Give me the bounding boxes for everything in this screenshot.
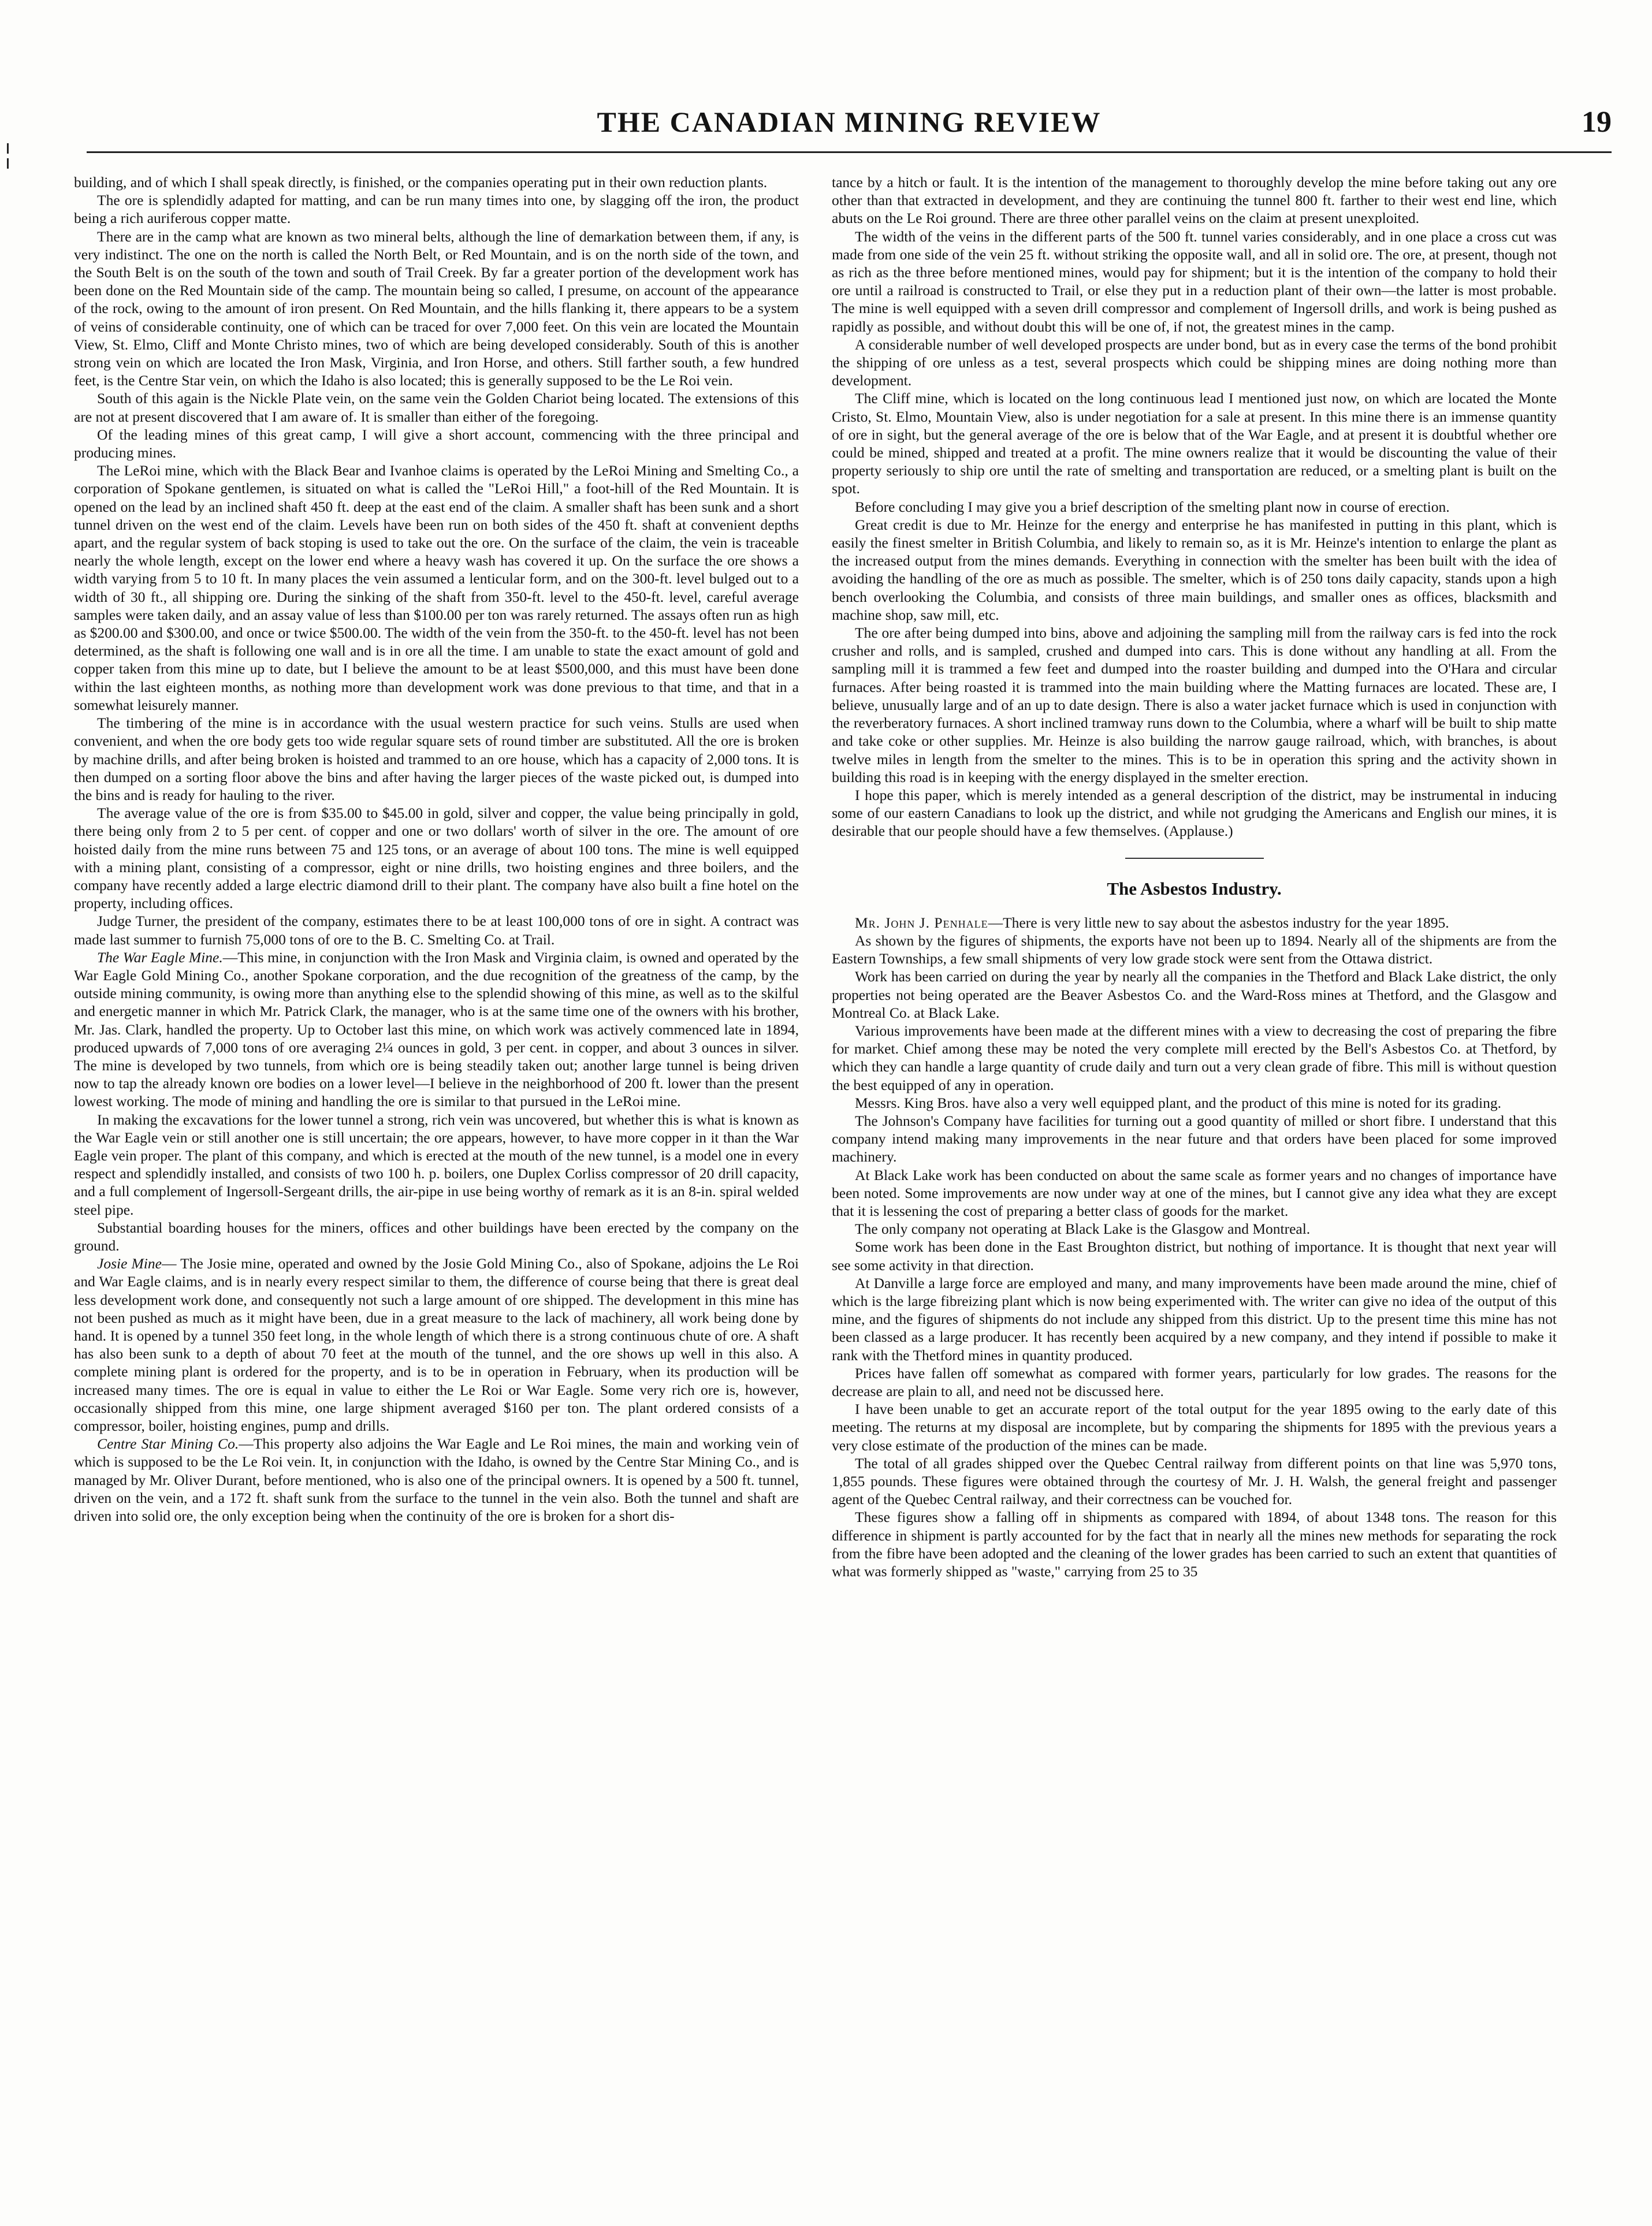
paragraph: Substantial boarding houses for the miners, offices and other buildings have been erected by the company on the ground. [74,1219,799,1254]
paragraph: Work has been carried on during the year by nearly all the companies in the Thetford and Black Lake district, the only properties not being operated are the Beaver Asbestos Co. and the Ward-Ross mines at Thetford, and the Glasgow and Montreal Co. at Black Lake. [832,968,1557,1021]
paragraph: The ore after being dumped into bins, above and adjoining the sampling mill from the railway cars is fed into the rock crusher and rolls, and is sampled, crushed and dumped into cars. This is done without any handling at all. From the sampling mill it is trammed a few feet and dumped into the roaster building and dumped into the O'Hara and circular furnaces. After being roasted it is trammed into the main building where the Matting furnaces are located. These are, I believe, unusually large and of an up to date design. There is also a water jacket furnace which is used in conjunction with the reverberatory furnaces. A short inclined tramway runs down to the Columbia, where a wharf will be built to ship matte and take coke or other supplies. Mr. Heinze is also building the narrow gauge railroad, which, with branches, is about twelve miles in length from the smelter to the mines. This is to be in operation this spring and the activity shown in building this road is in keeping with the energy displayed in the smelter erection. [832,624,1557,786]
paragraph: These figures show a falling off in shipments as compared with 1894, of about 1348 tons. The reason for this difference in shipment is partly accounted for by the fact that in nearly all the mines new methods for separating the rock from the fibre have been adopted and the cleaning of the lower grades has been carried to such an extent that quantities of what was formerly shipped as "waste," carrying from 25 to 35 [832,1509,1557,1580]
paragraph: The Johnson's Company have facilities for turning out a good quantity of milled or short fibre. I understand that this company intend making many improvements in the near future and that orders have been placed for some improved machinery. [832,1112,1557,1166]
paragraph: Judge Turner, the president of the company, estimates there to be at least 100,000 tons of ore in sight. A contract was made last summer to furnish 75,000 tons of ore to the B. C. Smelting Co. at Trail. [74,913,799,948]
paragraph [74,948,799,1111]
paragraph: At Danville a large force are employed and many, and many improvements have been made around the mine, chief of which is the large fibreizing plant which is now being experimented with. The writer can give no idea of the output of this mine, and the figures of shipments do not include any shipped from this district. Up to the present time this mine has not been classed as a large producer. It has recently been acquired by a new company, and they intend if possible to make it rank with the Thetford mines in quantity produced. [832,1274,1557,1364]
scan-margin-marks [3,139,12,185]
paragraph: Prices have fallen off somewhat as compared with former years, particularly for low grades. The reasons for the decrease are plain to all, and need not be discussed here. [832,1364,1557,1399]
margin-mark [7,158,9,169]
paragraph: A considerable number of well developed prospects are under bond, but as in every case the terms of the bond prohibit the shipping of ore unless as a test, several prospects which could be shipping mines are doing nothing more than development. [832,336,1557,389]
paragraph: The only company not operating at Black Lake is the Glasgow and Montreal. [855,1220,1311,1238]
paragraph: Before concluding I may give you a brief description of the smelting plant now in course of erection. [855,498,1450,515]
paragraph [74,1255,799,1435]
paragraph: I hope this paper, which is merely intended as a general description of the district, may be instrumental in inducing some of our eastern Canadians to look up the district, and while not grudging the Americans and English our mines, it is desirable that our people should have a few themselves. (Applause.) [832,786,1557,840]
speaker-name: Mr. John J. Penhale [855,914,988,931]
paragraph-body: —This property also adjoins the War Eagle and Le Roi mines, the main and working vein of which is supposed to be the Le Roi vein. It, in conjunction with the Idaho, is owned by the Centre Star Mining Co., and is managed by Mr. Oliver Durant, before mentioned, who is also one of the principal owners. It is opened by a 500 ft. tunnel, driven on the vein, and a 172 ft. shaft sunk from the surface to the tunnel in the vein also. Both the tunnel and shaft are driven into solid ore, the only exception being when the continuity of the ore is broken for a short dis- [74,1435,799,1525]
subsection-title: The War Eagle Mine. [97,948,223,966]
paragraph: South of this again is the Nickle Plate vein, on the same vein the Golden Chariot being located. The extensions of this are not at present discovered that I am aware of. It is smaller than either of the foregoing. [74,390,799,425]
paragraph: The timbering of the mine is in accordance with the usual western practice for such veins. Stulls are used when convenient, and when the ore body gets too wide regular square sets of round timber are substituted. All the ore is broken by machine drills, and after being broken is hoisted and trammed to an ore house, which has a capacity of 2,000 tons. It is then dumped on a sorting floor above the bins and after having the larger pieces of the waste picked out, is dumped into the bins and is ready for hauling to the river. [74,714,799,803]
paragraph: Various improvements have been made at the different mines with a view to decreasing the cost of preparing the fibre for market. Chief among these may be noted the very complete mill erected by the Bell's Asbestos Co. at Thetford, by which they can handle a large quantity of crude daily and turn out a very clean grade of fibre. This mill is without question the best equipped of any in operation. [832,1022,1557,1093]
paragraph: In making the excavations for the lower tunnel a strong, rich vein was uncovered, but whether this is what is known as the War Eagle vein or still another one is still uncertain; the ore appears, however, to have more copper in it than the War Eagle vein proper. The plant of this company, and which is erected at the mouth of the new tunnel, is a model one in every respect and splendidly installed, and consists of two 100 h. p. boilers, one Duplex Corliss compressor of 20 drill capacity, and a full complement of Ingersoll-Sergeant drills, the air-pipe in use being worthy of remark as it is an 8-in. spiral welded steel pipe. [74,1111,799,1218]
paragraph: Some work has been done in the East Broughton district, but nothing of importance. It is thought that next year will see some activity in that direction. [832,1238,1557,1274]
paragraph [74,1435,799,1525]
paragraph: The total of all grades shipped over the Quebec Central railway from different points on that line was 5,970 tons, 1,855 pounds. These figures were obtained through the courtesy of Mr. J. H. Walsh, the general freight and passenger agent of the Quebec Central railway, and their correctness can be vouched for. [832,1454,1557,1508]
subsection-title: Josie Mine [97,1255,162,1272]
paragraph: Of the leading mines of this great camp, I will give a short account, commencing with the three principal and producing mines. [74,426,799,461]
paragraph: There are in the camp what are known as two mineral belts, although the line of demarkation between them, if any, is very indistinct. The one on the north is called the North Belt, or Red Mountain, and is on the north side of the town, and the South Belt is on the south of the town and south of Trail Creek. By far a greater portion of the development work has been done on the Red Mountain side of the camp. The mountain being so called, I presume, on account of the appearance of the rock, owing to the amount of iron present. On Red Mountain, and the hills flanking it, there appears to be a system of veins of considerable continuity, one of which can be traced for over 7,000 feet. On this vein are located the Mountain View, St. Elmo, Cliff and Monte Christo mines, two of which are being developed considerably. South of this is another strong vein on which are located the Iron Mask, Virginia, and Iron Horse, and others. Still farther south, a few hundred feet, is the Centre Star vein, on which the Idaho is also located; this is generally supposed to be the Le Roi vein. [74,228,799,389]
paragraph: The Cliff mine, which is located on the long continuous lead I mentioned just now, on which are located the Monte Cristo, St. Elmo, Mountain View, also is under negotiation for a sale at present. In this mine there is an immense quantity of ore in sight, but the general average of the ore is below that of the War Eagle, and at present it is doubtful whether ore could be mined, shipped and treated at a profit. The mine owners realize that it would be discounting the value of their property seriously to ship ore until the rate of smelting and transportation are reduced, or a smelting plant is built on the spot. [832,390,1557,497]
section-divider [1125,858,1264,859]
paragraph: At Black Lake work has been conducted on about the same scale as former years and no changes of importance have been noted. Some improvements are now under way at one of the mines, but I cannot give any idea what they are except that it is lessening the cost of preparing a better class of goods for the market. [832,1166,1557,1219]
margin-mark [7,143,9,154]
paragraph: Great credit is due to Mr. Heinze for the energy and enterprise he has manifested in putting in this plant, which is easily the finest smelter in British Columbia, and likely to remain so, as it is Mr. Heinze's intention to enlarge the plant as the increased output from the mines demands. Everything in connection with the smelter has been built with the idea of avoiding the handling of the ore as much as possible. The smelter, which is of 250 tons daily capacity, stands upon a high bench overlooking the Columbia, and consists of three main buildings, and smaller ones as offices, blacksmith and machine shop, saw mill, etc. [832,516,1557,623]
paragraph: The ore is splendidly adapted for matting, and can be run many times into one, by slagging off the iron, the product being a rich auriferous copper matte. [74,192,799,227]
paragraph: Messrs. King Bros. have also a very well equipped plant, and the product of this mine is noted for its grading. [855,1094,1501,1111]
header-rule [87,151,1612,153]
subsection-title: Centre Star Mining Co. [97,1435,239,1453]
paragraph: As shown by the figures of shipments, the exports have not been up to 1894. Nearly all of the shipments are from the Eastern Townships, a few small shipments of very low grade stock were sent from the Ottawa district. [832,932,1557,967]
paragraph-body: — The Josie mine, operated and owned by the Josie Gold Mining Co., also of Spokane, adjoins the Le Roi and War Eagle claims, and is in nearly every respect similar to them, the difference of course being that there is great deal less development work done, and consequently not such a large amount of ore shipped. The development in this mine has not been pushed as much as it might have been, due in a great measure to the lack of machinery, all work being done by hand. It is opened by a tunnel 350 feet long, in the whole length of which there is a strong continuous chute of ore. A shaft has also been sunk to a depth of about 70 feet at the mouth of the tunnel, and the ore shows up well in this also. A complete mining plant is ordered for the property, and is to be in operation in February, when its production will be increased many times. The ore is equal in value to either the Le Roi or War Eagle. Some very rich ore is, however, occasionally shipped from this mine, one large shipment averaged $160 per ton. The plant ordered consists of a compressor, boiler, hoisting engines, pump and drills. [74,1255,799,1435]
paragraph: The width of the veins in the different parts of the 500 ft. tunnel varies considerably, and in one place a cross cut was made from one side of the vein 25 ft. without striking the opposite wall, and all in solid ore. The ore, at present, though not as rich as the three before mentioned mines, would pay for shipment; but it is the intention of the company to hold their ore until a railroad is constructed to Trail, or else they put in a reduction plant of their own—the latter is most probable. The mine is well equipped with a seven drill compressor and complement of Ingersoll drills, and work is being pushed as rapidly as possible, and without doubt this will be one of, if not, the greatest mines in the camp. [832,228,1557,335]
publication-title: THE CANADIAN MINING REVIEW [597,106,1102,138]
paragraph: I have been unable to get an accurate report of the total output for the year 1895 owing to the early date of this meeting. The returns at my disposal are incomplete, but by comparing the shipments for 1895 with the previous years a very close estimate of the production of the mines can be made. [832,1401,1557,1454]
paragraph-body: —There is very little new to say about the asbestos industry for the year 1895. [988,914,1449,931]
page-header [87,105,1612,147]
paragraph: tance by a hitch or fault. It is the intention of the management to thoroughly develop the mine before taking out any ore other than that extracted in development, and they are continuing the tunnel 800 ft. farther to their west end line, which abuts on the Le Roi ground. There are three other parallel veins on the claim at present unexploited. [832,174,1557,227]
paragraph: building, and of which I shall speak directly, is finished, or the companies operating put in their own reduction plants. [74,174,768,191]
left-column [74,173,799,2206]
section-heading: The Asbestos Industry. [1107,878,1282,899]
right-column [832,173,1557,2206]
paragraph-body: —This mine, in conjunction with the Iron Mask and Virginia claim, is owned and operated by the War Eagle Gold Mining Co., another Spokane corporation, and the due recognition of the greatness of the camp, by the outside mining community, is owing more than anything else to the splendid showing of this mine, as well as to the skilful and energetic manner in which Mr. Patrick Clark, the manager, who is at the same time one of the owners with his brother, Mr. Jas. Clark, handled the property. Up to October last this mine, on which work was actively commenced late in 1894, produced upwards of 7,000 tons of ore averaging 2¼ ounces in gold, 3 per cent. in copper, and about 3 ounces in silver. The mine is developed by two tunnels, from which ore is being steadily taken out; another large tunnel is being driven now to tap the already known ore bodies on a lower level—I believe in the neighborhood of 200 ft. lower than the present lowest working. The mode of mining and handling the ore is similar to that pursued in the LeRoi mine. [74,948,799,1110]
paragraph [832,914,1557,932]
paragraph: The LeRoi mine, which with the Black Bear and Ivanhoe claims is operated by the LeRoi Mining and Smelting Co., a corporation of Spokane gentlemen, is situated on what is called the "LeRoi Hill," a foot-hill of the Red Mountain. It is opened on the lead by an inclined shaft 450 ft. deep at the east end of the claim. A smaller shaft has been sunk and a short tunnel driven on the west end of the claim. Levels have been run on both sides of the 450 ft. shaft at convenient depths apart, and the regular system of back stoping is used to take out the ore. On the surface of the claim, the vein is traceable nearly the whole length, except on the lower end where a heavy wash has covered it up. On the surface the ore shows a width varying from 5 to 10 ft. In many places the vein assumed a lenticular form, and on the 300-ft. level bulged out to a width of 30 ft., all shipping ore. During the sinking of the shaft from 350-ft. level to the 450-ft. level, careful average samples were taken daily, and an assay value of less than $100.00 per ton was rarely returned. The assays often run as high as $200.00 and $300.00, and once or twice $500.00. The width of the vein from the 350-ft. to the 450-ft. level has not been determined, as the shaft is following one wall and is in ore all the time. I am unable to state the exact amount of gold and copper taken from this mine up to date, but I believe the amount to be at least $500,000, and this must have been done within the last eighteen months, as nothing more than development work was done previous to that time, and that in a somewhat leisurely manner. [74,462,799,713]
page-number: 19 [1582,106,1612,139]
paragraph: The average value of the ore is from $35.00 to $45.00 in gold, silver and copper, the value being principally in gold, there being only from 2 to 5 per cent. of copper and one or two dollars' worth of silver in the ore. The amount of ore hoisted daily from the mine runs between 75 and 125 tons, or an average of about 100 tons. The mine is well equipped with a mining plant, consisting of a compressor, eight or nine drills, two hoisting engines and three boilers, and the company have recently added a large electric diamond drill to their plant. The company have also built a fine hotel on the property, including offices. [74,805,799,912]
